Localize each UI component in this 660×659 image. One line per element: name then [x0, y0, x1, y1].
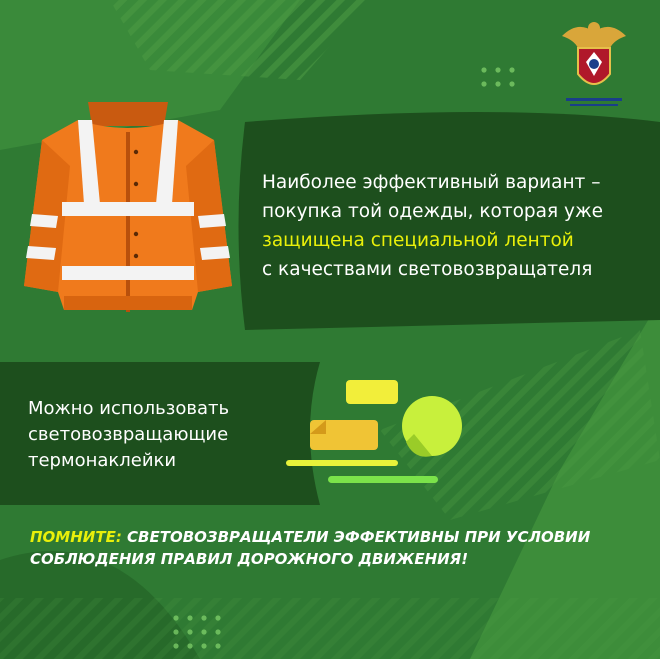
reminder-label: ПОМНИТЕ:: [30, 528, 122, 546]
reflective-stickers-illustration: [282, 374, 472, 494]
sticker-advice-text: [28, 396, 278, 474]
clothing-advice-line-4: с качествами световозвращателя: [262, 259, 593, 280]
clothing-advice-line-2: покупка той одежды, которая уже: [262, 201, 604, 222]
sticker-advice-line-3: термонаклейки: [28, 450, 177, 471]
police-emblem-icon: [558, 14, 630, 114]
clothing-advice-highlight: защищена специальной лентой: [262, 230, 574, 251]
reminder-line-2: СОБЛЮДЕНИЯ ПРАВИЛ ДОРОЖНОГО ДВИЖЕНИЯ!: [30, 550, 469, 568]
reminder-text: [30, 526, 640, 570]
sticker-advice-line-1: Можно использовать: [28, 398, 230, 419]
sticker-advice-line-2: световозвращающие: [28, 424, 229, 445]
reflective-jacket-illustration: [18, 96, 238, 328]
reminder-line-1-rest: СВЕТОВОЗВРАЩАТЕЛИ ЭФФЕКТИВНЫ ПРИ УСЛОВИИ: [121, 528, 591, 546]
clothing-advice-text: [262, 168, 642, 284]
clothing-advice-line-1: Наиболее эффективный вариант –: [262, 172, 601, 193]
reminder-line-1: [30, 526, 640, 548]
